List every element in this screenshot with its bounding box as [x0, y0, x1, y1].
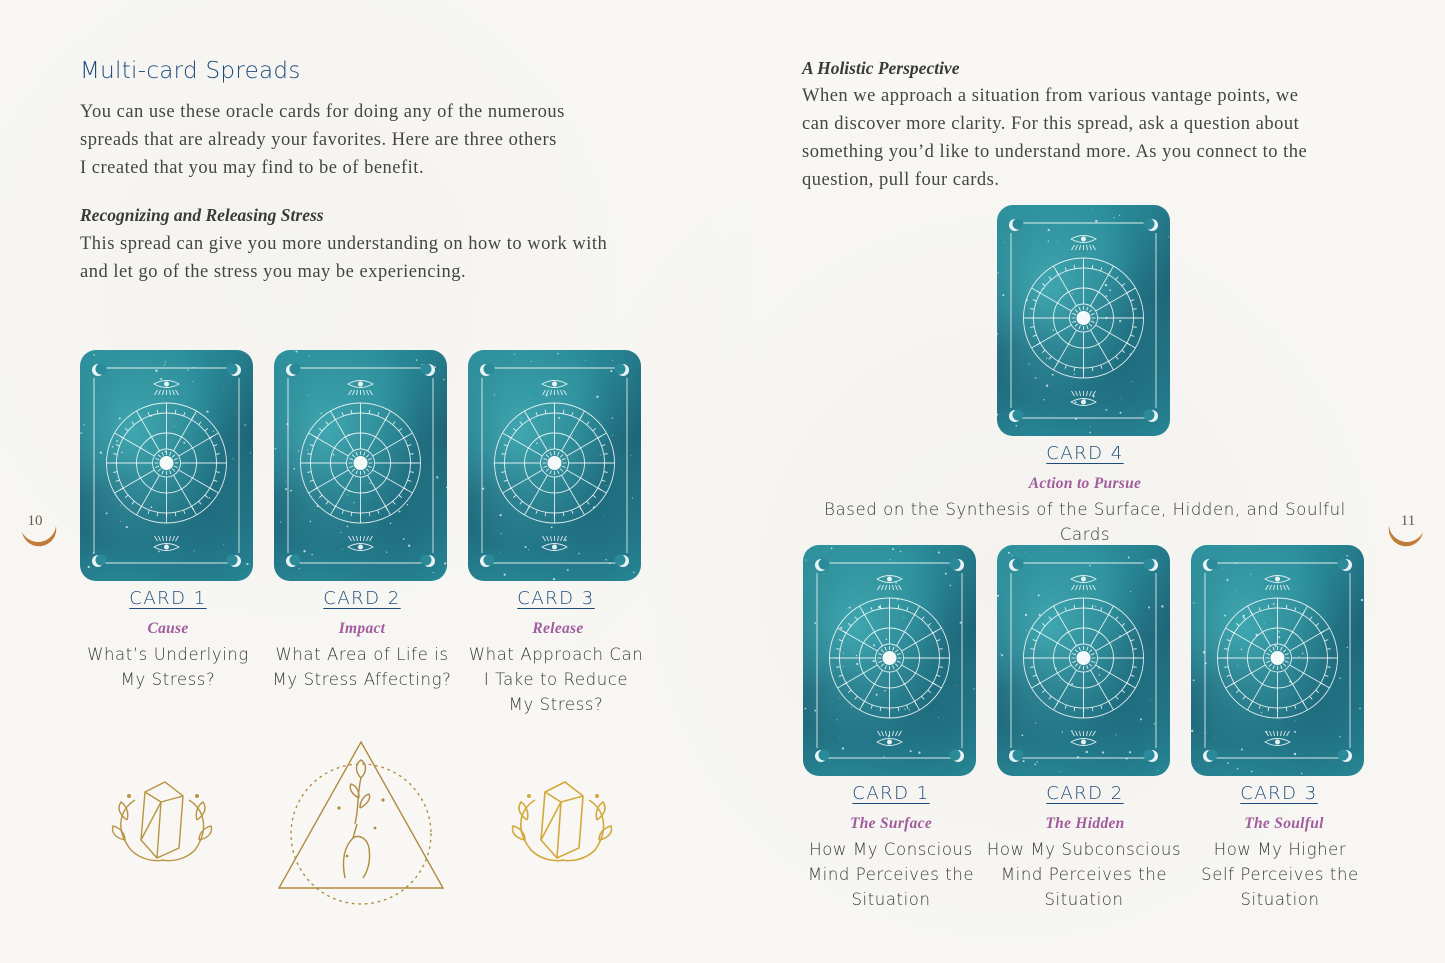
page-number-badge [1385, 500, 1433, 548]
card-back-artwork [803, 545, 976, 776]
card-description [984, 837, 1184, 912]
desc-line: What Area of Life is [275, 645, 449, 664]
oracle-card-back [274, 350, 447, 581]
card-back-artwork [1191, 545, 1364, 776]
oracle-card-back [803, 545, 976, 776]
spread-text-stress [80, 230, 680, 286]
desc-line: How My Conscious [809, 840, 973, 859]
card-label: CARD 2 [323, 588, 401, 609]
card-label: CARD 1 [852, 783, 930, 804]
desc-line: Situation [851, 890, 931, 909]
crystal-icon [505, 770, 620, 870]
oracle-card-back [1191, 545, 1364, 776]
oracle-card-back [997, 545, 1170, 776]
card-back-artwork [274, 350, 447, 581]
desc-line: Mind Perceives the [1000, 865, 1168, 884]
triangle-hand-icon [275, 738, 447, 908]
card-description [72, 642, 264, 692]
desc-line: Self Perceives the [1201, 865, 1359, 884]
card-label: CARD 2 [1046, 783, 1124, 804]
desc-line: I Take to Reduce [483, 670, 629, 689]
oracle-card-back [997, 205, 1170, 436]
spread-line: something you’d like to understand more. As you connect to the [802, 142, 1308, 162]
intro-line: I created that you may find to be of benefit. [80, 158, 425, 178]
desc-line: How My Higher [1213, 840, 1347, 859]
desc-line: My Stress Affecting? [272, 670, 452, 689]
card-label: CARD 4 [1046, 443, 1124, 464]
card-label: CARD 1 [129, 588, 207, 609]
card-description [1183, 837, 1377, 912]
spread-title-stress: Recognizing and Releasing Stress [80, 205, 324, 225]
card-description [266, 642, 458, 692]
intro-line: spreads that are already your favorites. Here are three others [80, 130, 557, 150]
card-back-artwork [997, 205, 1170, 436]
spread-line: can discover more clarity. For this spread, ask a question about [802, 114, 1300, 134]
card-role: The Surface [849, 815, 933, 832]
desc-line: Situation [1044, 890, 1124, 909]
desc-line: Situation [1240, 890, 1320, 909]
card-back-artwork [80, 350, 253, 581]
spread-text-holistic [802, 82, 1402, 194]
page-number: 10 [27, 513, 43, 529]
card-role: Release [532, 620, 584, 637]
spread-line: and let go of the stress you may be experiencing. [80, 262, 467, 282]
desc-line: What Approach Can [468, 645, 644, 664]
spread-line: This spread can give you more understanding on how to work with [80, 234, 608, 254]
intro-paragraph [80, 98, 680, 182]
crystal-icon [105, 770, 220, 870]
desc-line: What’s Underlying [87, 645, 249, 664]
card-label: CARD 3 [517, 588, 595, 609]
desc-line: My Stress? [120, 670, 216, 689]
oracle-card-back [80, 350, 253, 581]
page-title: Multi-card Spreads [80, 58, 301, 84]
card-role: Impact [338, 620, 386, 637]
page-number-badge [12, 500, 60, 548]
spread-line: When we approach a situation from various vantage points, we [802, 86, 1299, 106]
card-role: The Hidden [1045, 815, 1125, 832]
intro-line: You can use these oracle cards for doing any of the numerous [80, 102, 565, 122]
card-role: Action to Pursue [1028, 475, 1142, 492]
card-description: Based on the Synthesis of the Surface, Hidden, and Soulful Cards [824, 500, 1346, 544]
page-number: 11 [1400, 513, 1416, 529]
card-description [460, 642, 652, 717]
desc-line: How My Subconscious [986, 840, 1182, 859]
desc-line: Mind Perceives the [807, 865, 975, 884]
desc-line: My Stress? [508, 695, 604, 714]
spread-line: question, pull four cards. [802, 170, 1000, 190]
card-label: CARD 3 [1240, 783, 1318, 804]
spread-title-holistic: A Holistic Perspective [802, 58, 960, 78]
card-description [795, 837, 987, 912]
card-back-artwork [997, 545, 1170, 776]
card-role: The Soulful [1244, 815, 1324, 832]
card-back-artwork [468, 350, 641, 581]
oracle-card-back [468, 350, 641, 581]
card-role: Cause [147, 620, 189, 637]
